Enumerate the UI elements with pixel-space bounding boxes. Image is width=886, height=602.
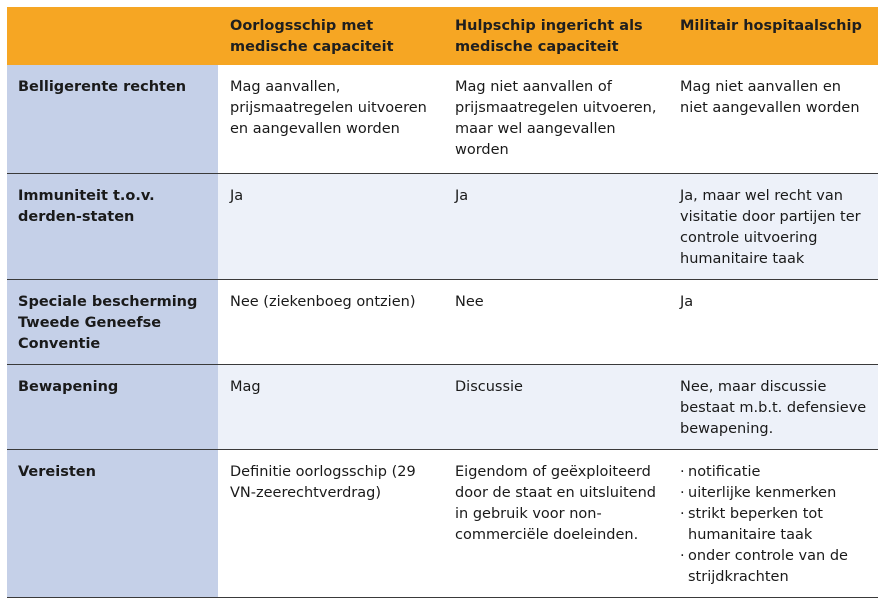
header-empty-cell bbox=[7, 7, 218, 65]
table-row bbox=[7, 364, 878, 449]
header-hulpschip: Hulpschip ingericht als medische capaciteit bbox=[443, 7, 668, 65]
row-label: Vereisten bbox=[7, 449, 218, 597]
list-item: · onder controle van de strijdkrachten bbox=[680, 546, 868, 588]
list-item: · strikt beperken tot humanitaire taak bbox=[680, 504, 868, 546]
table-cell bbox=[668, 449, 878, 597]
row-label: Speciale bescherming Tweede Geneefse Conventie bbox=[7, 279, 218, 364]
table-row bbox=[7, 449, 878, 597]
table-cell: Mag aanvallen, prijsmaatregelen uitvoeren en aangevallen worden bbox=[218, 65, 443, 173]
row-label: Immuniteit t.o.v. derden-staten bbox=[7, 173, 218, 279]
requirements-list bbox=[680, 462, 868, 588]
table-header-row bbox=[7, 7, 878, 65]
table-cell: Mag niet aanvallen en niet aangevallen worden bbox=[668, 65, 878, 173]
list-item: · notificatie bbox=[680, 462, 868, 483]
header-oorlogsschip: Oorlogsschip met medische capaciteit bbox=[218, 7, 443, 65]
table-row bbox=[7, 65, 878, 173]
table-cell: Ja, maar wel recht van visitatie door partijen ter controle uitvoering humanitaire taak bbox=[668, 173, 878, 279]
table-row bbox=[7, 173, 878, 279]
table-cell: Ja bbox=[668, 279, 878, 364]
table-cell: Mag bbox=[218, 364, 443, 449]
row-label: Bewapening bbox=[7, 364, 218, 449]
table-row bbox=[7, 279, 878, 364]
table-cell: Ja bbox=[443, 173, 668, 279]
table-cell: Mag niet aanvallen of prijsmaatregelen uitvoeren, maar wel aangevallen worden bbox=[443, 65, 668, 173]
table-cell: Definitie oorlogsschip (29 VN-zeerechtverdrag) bbox=[218, 449, 443, 597]
table-cell: Nee (ziekenboeg ontzien) bbox=[218, 279, 443, 364]
table-cell: Eigendom of geëxploiteerd door de staat en uitsluitend in gebruik voor non-commerciële doeleinden. bbox=[443, 449, 668, 597]
list-item: · uiterlijke kenmerken bbox=[680, 483, 868, 504]
table-cell: Ja bbox=[218, 173, 443, 279]
table-cell: Nee, maar discussie bestaat m.b.t. defensieve bewapening. bbox=[668, 364, 878, 449]
header-hospitaalschip: Militair hospitaalschip bbox=[668, 7, 878, 65]
row-label: Belligerente rechten bbox=[7, 65, 218, 173]
table-cell: Nee bbox=[443, 279, 668, 364]
table-cell: Discussie bbox=[443, 364, 668, 449]
comparison-table bbox=[7, 7, 878, 598]
